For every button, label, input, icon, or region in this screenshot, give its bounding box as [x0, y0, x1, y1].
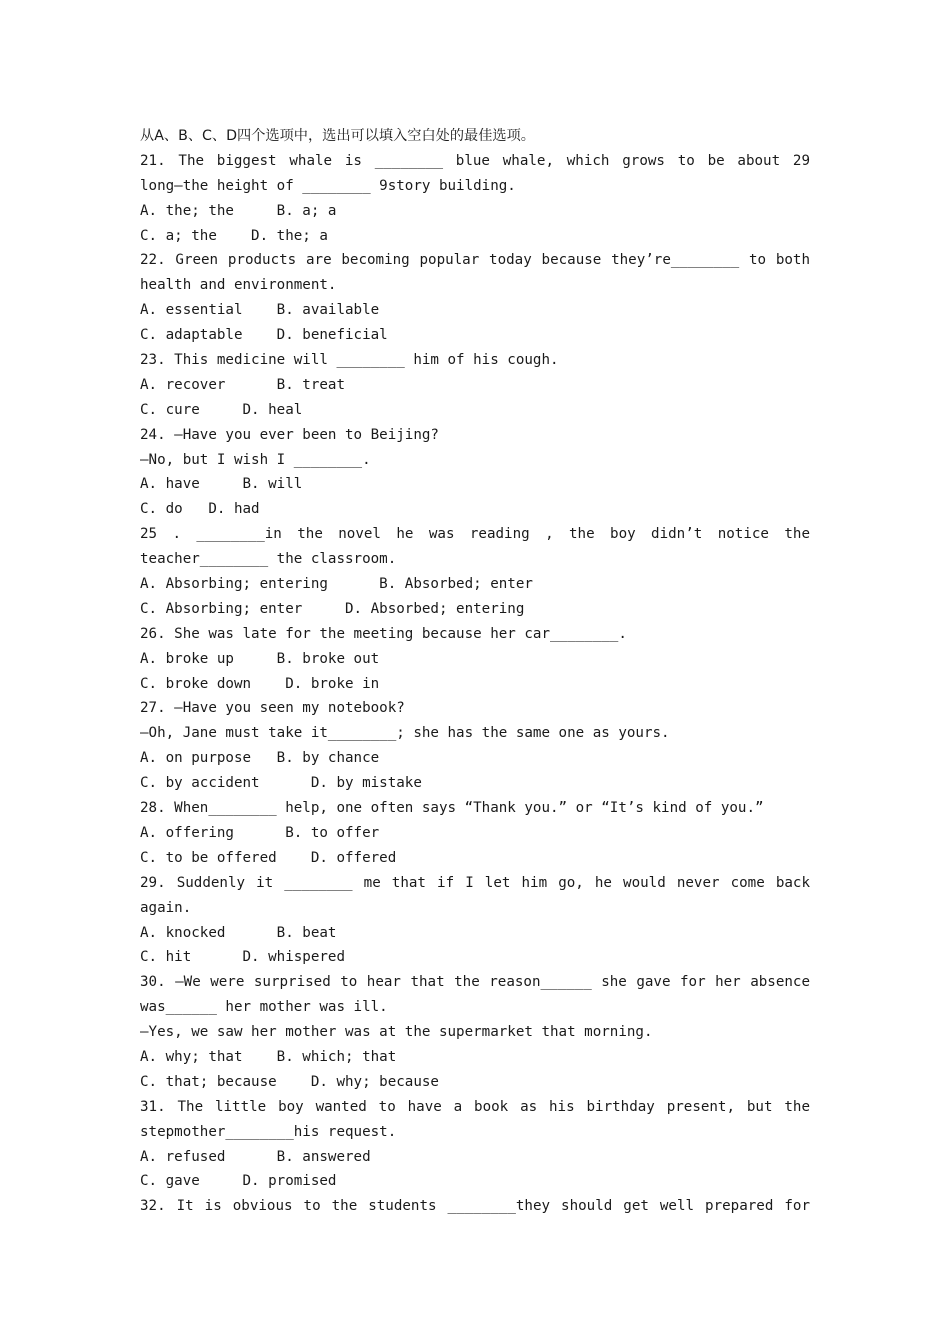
question-stem: 29. Suddenly it ________ me that if I let him go, he would never come back — [140, 874, 810, 891]
option-line: A. knocked B. beat — [140, 924, 337, 941]
question-25 — [140, 522, 810, 622]
question-stem: 25 . ________in the novel he was reading , the boy didn’t notice the — [140, 526, 810, 543]
question-stem: —No, but I wish I ________. — [140, 451, 371, 468]
option-line: A. recover B. treat — [140, 376, 345, 393]
question-stem: again. — [140, 899, 192, 916]
option-line: A. why; that B. which; that — [140, 1048, 397, 1065]
question-stem: 24. —Have you ever been to Beijing? — [140, 426, 439, 443]
option-line: C. broke down D. broke in — [140, 675, 380, 692]
option-line: C. by accident D. by mistake — [140, 775, 422, 792]
question-stem: long—the height of ________ 9story building. — [140, 177, 516, 194]
question-21 — [140, 149, 810, 249]
question-31 — [140, 1095, 810, 1195]
question-stem: 28. When________ help, one often says “Thank you.” or “It’s kind of you.” — [140, 800, 764, 817]
option-line: C. hit D. whispered — [140, 949, 345, 966]
question-stem: 31. The little boy wanted to have a book as his birthday present, but the — [140, 1098, 810, 1115]
option-line: A. refused B. answered — [140, 1148, 371, 1165]
question-28 — [140, 796, 810, 871]
option-line: A. broke up B. broke out — [140, 650, 380, 667]
question-29 — [140, 871, 810, 971]
option-line: C. to be offered D. offered — [140, 849, 397, 866]
option-line: C. that; because D. why; because — [140, 1073, 439, 1090]
question-32 — [140, 1194, 810, 1219]
question-27 — [140, 696, 810, 796]
question-22 — [140, 248, 810, 348]
question-stem: 30. —We were surprised to hear that the reason______ she gave for her absence — [140, 974, 810, 991]
question-23 — [140, 348, 810, 423]
option-line: A. essential B. available — [140, 302, 380, 319]
option-line: A. Absorbing; entering B. Absorbed; enter — [140, 576, 533, 593]
option-line: C. adaptable D. beneficial — [140, 327, 388, 344]
question-24 — [140, 423, 810, 523]
question-30 — [140, 970, 810, 1094]
option-line: A. offering B. to offer — [140, 824, 380, 841]
question-stem: 21. The biggest whale is ________ blue whale, which grows to be about 29 — [140, 152, 810, 169]
option-line: C. a; the D. the; a — [140, 227, 328, 244]
question-26 — [140, 622, 810, 697]
option-line: C. gave D. promised — [140, 1173, 337, 1190]
question-stem: 27. —Have you seen my notebook? — [140, 700, 405, 717]
question-stem: —Oh, Jane must take it________; she has the same one as yours. — [140, 725, 670, 742]
exam-page — [140, 124, 810, 1219]
option-line: A. on purpose B. by chance — [140, 750, 380, 767]
question-stem: teacher________ the classroom. — [140, 551, 397, 568]
question-stem: 23. This medicine will ________ him of his cough. — [140, 352, 559, 369]
option-line: A. have B. will — [140, 476, 303, 493]
instruction: 从A、B、C、D四个选项中，选出可以填入空白处的最佳选项。 — [140, 128, 535, 144]
question-stem: 22. Green products are becoming popular today because they’re________ to both — [140, 252, 810, 269]
question-stem: was______ her mother was ill. — [140, 999, 388, 1016]
question-stem: —Yes, we saw her mother was at the supermarket that morning. — [140, 1024, 653, 1041]
question-stem: stepmother________his request. — [140, 1123, 397, 1140]
question-stem: 26. She was late for the meeting because her car________. — [140, 625, 627, 642]
option-line: C. do D. had — [140, 501, 260, 518]
option-line: C. cure D. heal — [140, 401, 303, 418]
question-stem: 32. It is obvious to the students ________they should get well prepared for — [140, 1198, 810, 1215]
option-line: C. Absorbing; enter D. Absorbed; entering — [140, 600, 525, 617]
option-line: A. the; the B. a; a — [140, 202, 337, 219]
question-stem: health and environment. — [140, 277, 337, 294]
